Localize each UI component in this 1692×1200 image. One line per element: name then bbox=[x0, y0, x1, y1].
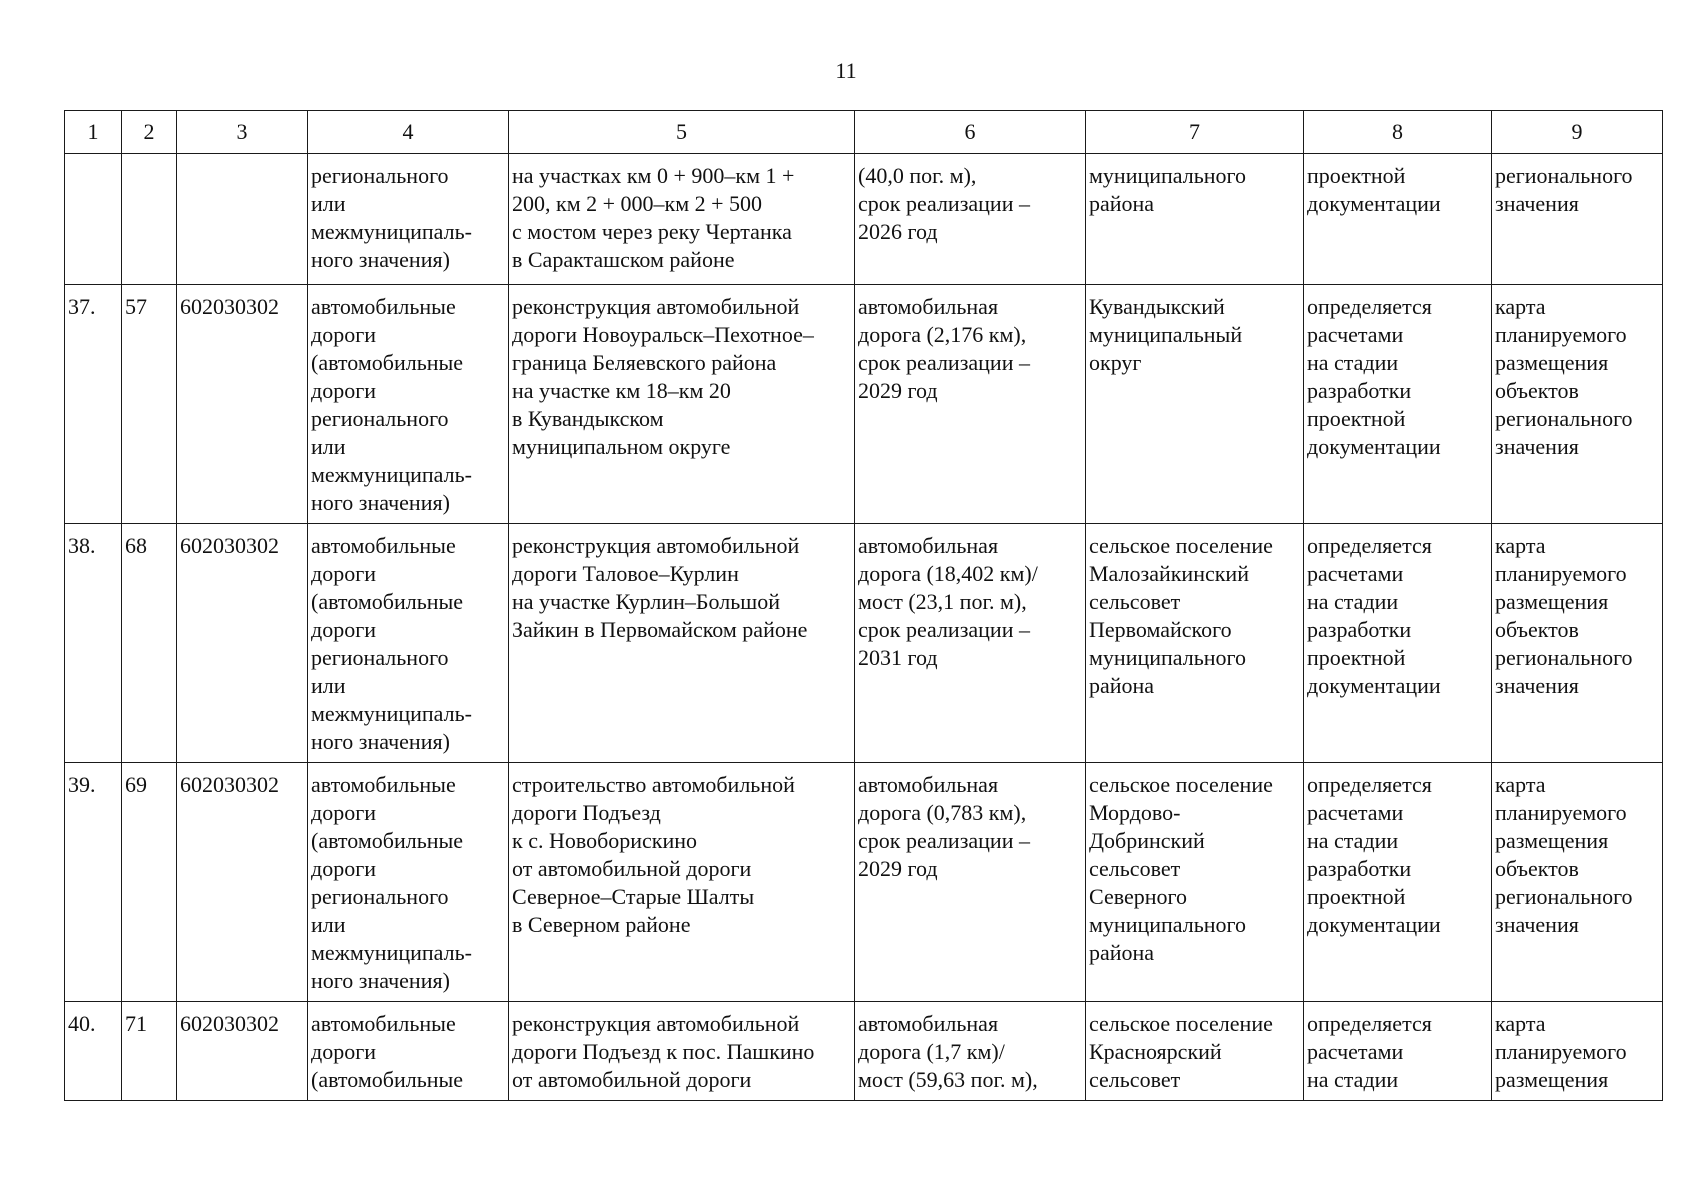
table-cell: определяется расчетами на стадии bbox=[1304, 1002, 1492, 1101]
table-cell: автомобильные дороги (автомобильные дороги регионального или межмуниципаль- ного значения) bbox=[308, 524, 509, 763]
table-cell: карта планируемого размещения объектов регионального значения bbox=[1492, 763, 1663, 1002]
table-cell: 68 bbox=[122, 524, 177, 763]
table-cell: 37. bbox=[65, 285, 122, 524]
table-cell: строительство автомобильной дороги Подъезд к с. Новоборискино от автомобильной дороги Северное–Старые Шалты в Северном районе bbox=[509, 763, 855, 1002]
column-header: 9 bbox=[1492, 111, 1663, 154]
table-cell: 39. bbox=[65, 763, 122, 1002]
table-cell: карта планируемого размещения объектов регионального значения bbox=[1492, 524, 1663, 763]
table-row bbox=[65, 524, 1663, 763]
column-header: 7 bbox=[1086, 111, 1304, 154]
column-header: 6 bbox=[855, 111, 1086, 154]
table-cell: 38. bbox=[65, 524, 122, 763]
table-cell: 57 bbox=[122, 285, 177, 524]
header-row bbox=[65, 111, 1663, 154]
table-cell: карта планируемого размещения bbox=[1492, 1002, 1663, 1101]
table-cell: определяется расчетами на стадии разработки проектной документации bbox=[1304, 763, 1492, 1002]
table-cell: 40. bbox=[65, 1002, 122, 1101]
column-header: 5 bbox=[509, 111, 855, 154]
table-cell: 69 bbox=[122, 763, 177, 1002]
column-header: 3 bbox=[177, 111, 308, 154]
table-row bbox=[65, 1002, 1663, 1101]
table-cell: 602030302 bbox=[177, 285, 308, 524]
table-cell bbox=[65, 154, 122, 285]
table-cell: автомобильная дорога (1,7 км)/ мост (59,63 пог. м), bbox=[855, 1002, 1086, 1101]
table-cell: (40,0 пог. м), срок реализации – 2026 год bbox=[855, 154, 1086, 285]
table-row bbox=[65, 763, 1663, 1002]
table-cell: регионального значения bbox=[1492, 154, 1663, 285]
table-cell: автомобильная дорога (0,783 км), срок реализации – 2029 год bbox=[855, 763, 1086, 1002]
column-header: 8 bbox=[1304, 111, 1492, 154]
column-header: 2 bbox=[122, 111, 177, 154]
table-cell: регионального или межмуниципаль- ного значения) bbox=[308, 154, 509, 285]
table-cell: автомобильные дороги (автомобильные bbox=[308, 1002, 509, 1101]
table-cell: реконструкция автомобильной дороги Таловое–Курлин на участке Курлин–Большой Зайкин в Первомайском районе bbox=[509, 524, 855, 763]
table-cell bbox=[177, 154, 308, 285]
page-number: 11 bbox=[835, 58, 857, 83]
data-table bbox=[64, 110, 1663, 1101]
table-cell: 602030302 bbox=[177, 524, 308, 763]
table-cell: автомобильная дорога (2,176 км), срок реализации – 2029 год bbox=[855, 285, 1086, 524]
table-cell: автомобильная дорога (18,402 км)/ мост (23,1 пог. м), срок реализации – 2031 год bbox=[855, 524, 1086, 763]
table-row bbox=[65, 285, 1663, 524]
table-cell: определяется расчетами на стадии разработки проектной документации bbox=[1304, 285, 1492, 524]
table-cell: автомобильные дороги (автомобильные дороги регионального или межмуниципаль- ного значения) bbox=[308, 763, 509, 1002]
table-cell: сельское поселение Мордово- Добринский сельсовет Северного муниципального района bbox=[1086, 763, 1304, 1002]
table-cell: 602030302 bbox=[177, 1002, 308, 1101]
column-header: 4 bbox=[308, 111, 509, 154]
table-cell: Кувандыкский муниципальный округ bbox=[1086, 285, 1304, 524]
table-cell: сельское поселение Красноярский сельсовет bbox=[1086, 1002, 1304, 1101]
table-cell: 602030302 bbox=[177, 763, 308, 1002]
table-cell bbox=[122, 154, 177, 285]
table-cell: проектной документации bbox=[1304, 154, 1492, 285]
table-row bbox=[65, 154, 1663, 285]
table-cell: реконструкция автомобильной дороги Новоуральск–Пехотное– граница Беляевского района на участке км 18–км 20 в Кувандыкском муниципальном округе bbox=[509, 285, 855, 524]
table-cell: на участках км 0 + 900–км 1 + 200, км 2 + 000–км 2 + 500 с мостом через реку Чертанка в Саракташском районе bbox=[509, 154, 855, 285]
table-cell: реконструкция автомобильной дороги Подъезд к пос. Пашкино от автомобильной дороги bbox=[509, 1002, 855, 1101]
table-cell: определяется расчетами на стадии разработки проектной документации bbox=[1304, 524, 1492, 763]
table-cell: сельское поселение Малозайкинский сельсовет Первомайского муниципального района bbox=[1086, 524, 1304, 763]
table-cell: муниципального района bbox=[1086, 154, 1304, 285]
table-cell: автомобильные дороги (автомобильные дороги регионального или межмуниципаль- ного значения) bbox=[308, 285, 509, 524]
table-cell: 71 bbox=[122, 1002, 177, 1101]
column-header: 1 bbox=[65, 111, 122, 154]
table-cell: карта планируемого размещения объектов регионального значения bbox=[1492, 285, 1663, 524]
